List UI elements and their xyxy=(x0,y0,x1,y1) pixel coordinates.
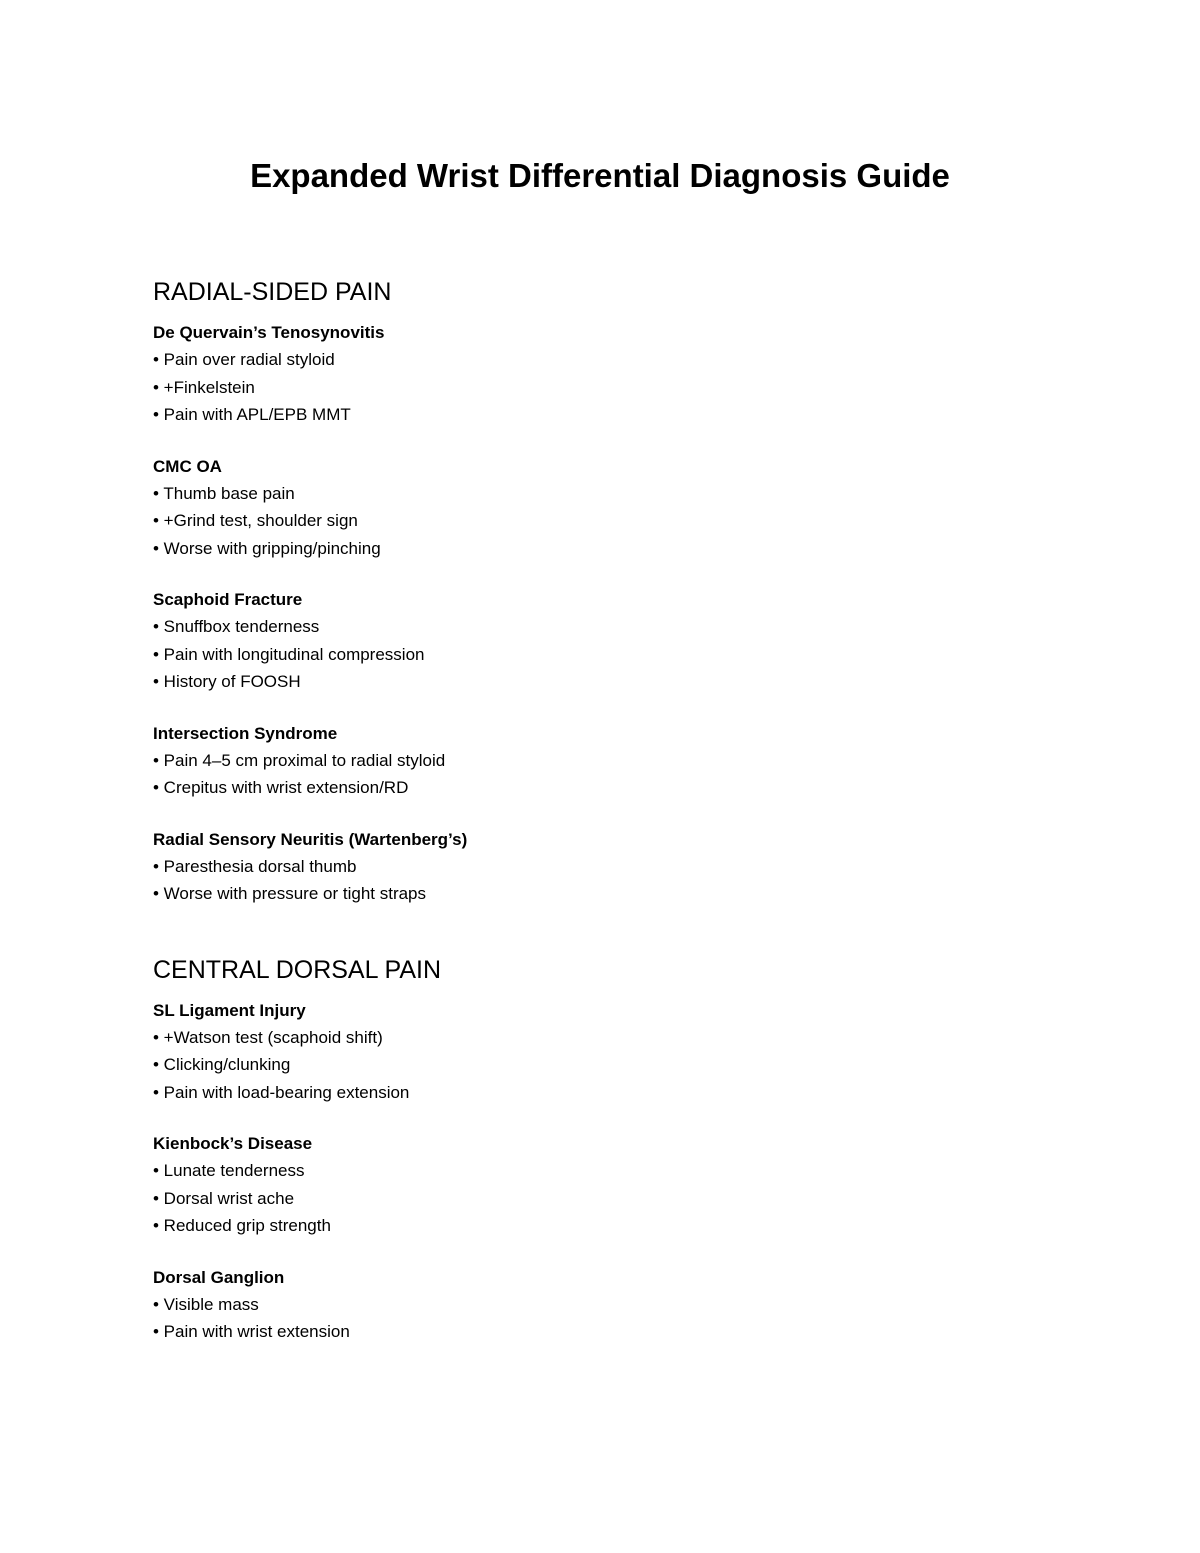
symptom-item: • Worse with gripping/pinching xyxy=(153,538,381,558)
condition-name: CMC OA xyxy=(153,456,222,476)
symptom-item: • Crepitus with wrist extension/RD xyxy=(153,778,409,797)
condition-name: De Quervain’s Tenosynovitis xyxy=(153,323,385,342)
condition-name: Scaphoid Fracture xyxy=(153,590,303,609)
symptom-item: • Snuffbox tenderness xyxy=(153,617,320,636)
section-radial-sided-pain xyxy=(153,276,1053,908)
symptom-item: • Pain with wrist extension xyxy=(153,1322,350,1341)
condition-name: SL Ligament Injury xyxy=(153,1000,306,1020)
section-central-dorsal-pain xyxy=(153,954,1053,1346)
condition-name: Intersection Syndrome xyxy=(153,723,338,743)
condition-de-quervains xyxy=(153,319,1053,429)
symptom-item: • History of FOOSH xyxy=(153,672,301,691)
symptom-item: • +Finkelstein xyxy=(153,377,255,397)
symptom-list xyxy=(153,346,1053,429)
condition-kienbocks-disease xyxy=(153,1130,1053,1240)
symptom-list xyxy=(153,1157,1053,1240)
symptom-item: • Pain with longitudinal compression xyxy=(153,644,425,664)
symptom-list xyxy=(153,480,1053,563)
symptom-item: • Clicking/clunking xyxy=(153,1055,291,1074)
section-heading: RADIAL-SIDED PAIN xyxy=(153,278,392,306)
condition-cmc-oa xyxy=(153,453,1053,563)
symptom-item: • Thumb base pain xyxy=(153,483,295,503)
document-title: Expanded Wrist Differential Diagnosis Guide xyxy=(250,157,950,194)
symptom-list xyxy=(153,1291,1053,1346)
symptom-list xyxy=(153,853,1053,908)
condition-name: Radial Sensory Neuritis (Wartenberg’s) xyxy=(153,829,468,849)
symptom-item: • Worse with pressure or tight straps xyxy=(153,884,427,903)
symptom-list xyxy=(153,613,1053,696)
symptom-item: • +Watson test (scaphoid shift) xyxy=(153,1027,383,1047)
condition-dorsal-ganglion xyxy=(153,1264,1053,1346)
condition-radial-sensory-neuritis xyxy=(153,826,1053,908)
condition-name: Dorsal Ganglion xyxy=(153,1267,285,1287)
symptom-item: • Paresthesia dorsal thumb xyxy=(153,856,357,876)
condition-sl-ligament-injury xyxy=(153,997,1053,1107)
condition-name: Kienbock’s Disease xyxy=(153,1134,313,1153)
symptom-item: • Pain over radial styloid xyxy=(153,350,335,369)
symptom-list xyxy=(153,1024,1053,1107)
symptom-item: • Pain 4–5 cm proximal to radial styloid xyxy=(153,750,446,770)
symptom-item: • Lunate tenderness xyxy=(153,1161,305,1180)
symptom-item: • Pain with APL/EPB MMT xyxy=(153,405,351,424)
condition-scaphoid-fracture xyxy=(153,586,1053,696)
section-heading: CENTRAL DORSAL PAIN xyxy=(153,955,442,984)
document-body xyxy=(153,276,1053,1346)
symptom-item: • Dorsal wrist ache xyxy=(153,1188,295,1208)
symptom-item: • Visible mass xyxy=(153,1294,259,1314)
condition-intersection-syndrome xyxy=(153,720,1053,802)
symptom-item: • Pain with load-bearing extension xyxy=(153,1082,410,1102)
symptom-item: • Reduced grip strength xyxy=(153,1216,331,1235)
symptom-item: • +Grind test, shoulder sign xyxy=(153,511,358,530)
symptom-list xyxy=(153,747,1053,802)
